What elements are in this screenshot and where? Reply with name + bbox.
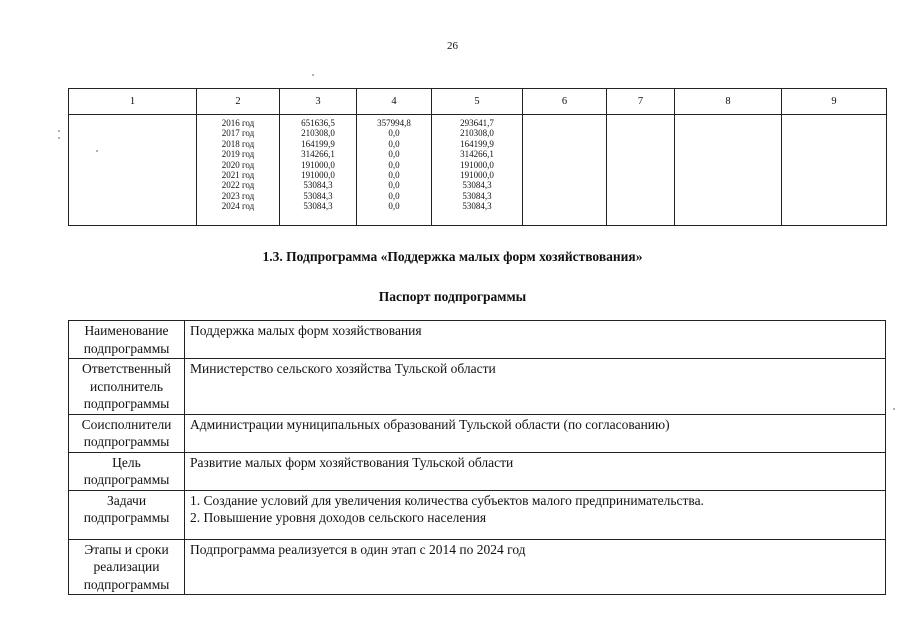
subprogram-title: 1.3. Подпрограмма «Поддержка малых форм хозяйствования» (262, 249, 643, 264)
list-line: 2016 год (221, 118, 255, 128)
column-header: 7 (607, 89, 675, 115)
list-line: 53084,3 (303, 201, 333, 212)
passport-row-name (69, 321, 886, 359)
passport-label: Ответственный исполнитель подпрограммы (69, 359, 185, 415)
list-line: 164199,9 (460, 138, 494, 149)
column-header: 9 (782, 89, 887, 115)
passport-title: Паспорт подпрограммы (378, 289, 527, 304)
table-row (69, 115, 887, 226)
column-header: 6 (523, 89, 607, 115)
list-line: 0,0 (388, 201, 400, 212)
passport-row-stages (69, 539, 886, 595)
col4-values-cell (357, 115, 432, 226)
passport-row-executor (69, 359, 886, 415)
passport-value: Подпрограмма реализуется в один этап с 2014 по 2024 год (185, 539, 886, 595)
column-header: 3 (280, 89, 357, 115)
list-line: 2017 год (221, 128, 255, 139)
list-line: 53084,3 (462, 201, 492, 212)
list-line: 2020 год (221, 159, 255, 170)
passport-value: Поддержка малых форм хозяйствования (185, 321, 886, 359)
list-line: 293641,7 (460, 118, 494, 128)
list-line: 210308,0 (460, 128, 494, 139)
list-line: 191000,0 (460, 170, 494, 181)
column-header: 4 (357, 89, 432, 115)
passport-row-goal (69, 452, 886, 490)
list-line: 191000,0 (301, 170, 335, 181)
col5-values-cell (432, 115, 523, 226)
column-header: 5 (432, 89, 523, 115)
funding-table (68, 88, 887, 226)
empty-cell (523, 115, 607, 226)
list-line: 1. Создание условий для увеличения количества субъектов малого предпринимательства. (190, 492, 704, 508)
passport-label: Соисполнители подпрограммы (69, 414, 185, 452)
list-line: 53084,3 (303, 190, 333, 201)
list-line: 164199,9 (301, 138, 335, 149)
scan-speck (96, 150, 98, 152)
empty-cell (607, 115, 675, 226)
list-line: 191000,0 (301, 159, 335, 170)
empty-cell (69, 115, 197, 226)
list-line: 0,0 (388, 159, 400, 170)
list-line: 0,0 (388, 149, 400, 160)
passport-label: Задачи подпрограммы (69, 490, 185, 539)
list-line: 357994,8 (377, 118, 411, 128)
list-line: 2021 год (221, 170, 255, 181)
scan-speck (893, 408, 895, 410)
list-line: 2. Повышение уровня доходов сельского населения (190, 510, 487, 525)
list-line: 191000,0 (460, 159, 494, 170)
list-line: 53084,3 (462, 190, 492, 201)
list-line: 210308,0 (301, 128, 335, 139)
passport-value-list (185, 490, 886, 539)
list-line: 53084,3 (303, 180, 333, 191)
list-line: 0,0 (388, 170, 400, 181)
list-line: 0,0 (388, 138, 400, 149)
list-line: 53084,3 (462, 180, 492, 191)
passport-value: Администрации муниципальных образований Тульской области (по согласованию) (185, 414, 886, 452)
empty-cell (675, 115, 782, 226)
passport-label: Цель подпрограммы (69, 452, 185, 490)
passport-row-coexecutors (69, 414, 886, 452)
page-number: 26 (447, 40, 458, 52)
years-cell (197, 115, 280, 226)
scan-speck (58, 137, 60, 139)
column-header: 2 (197, 89, 280, 115)
scan-speck (312, 74, 314, 76)
scan-speck (58, 130, 60, 132)
passport-value: Министерство сельского хозяйства Тульской области (185, 359, 886, 415)
passport-label: Наименование подпрограммы (69, 321, 185, 359)
list-line: 0,0 (388, 180, 400, 191)
passport-table (68, 320, 886, 595)
list-line: 2023 год (221, 190, 255, 201)
passport-label: Этапы и сроки реализации подпрограммы (69, 539, 185, 595)
list-line: 314266,1 (460, 149, 494, 160)
list-line: 0,0 (388, 128, 400, 139)
empty-cell (782, 115, 887, 226)
list-line: 2024 год (221, 201, 255, 212)
list-line: 314266,1 (301, 149, 335, 160)
column-number-row (69, 89, 887, 115)
list-line: 2018 год (221, 138, 255, 149)
list-line: 0,0 (388, 190, 400, 201)
passport-value: Развитие малых форм хозяйствования Тульской области (185, 452, 886, 490)
col3-values-cell (280, 115, 357, 226)
column-header: 8 (675, 89, 782, 115)
list-line: 2022 год (221, 180, 255, 191)
list-line: 651636,5 (301, 118, 335, 128)
column-header: 1 (69, 89, 197, 115)
list-line: 2019 год (221, 149, 255, 160)
passport-row-tasks (69, 490, 886, 539)
